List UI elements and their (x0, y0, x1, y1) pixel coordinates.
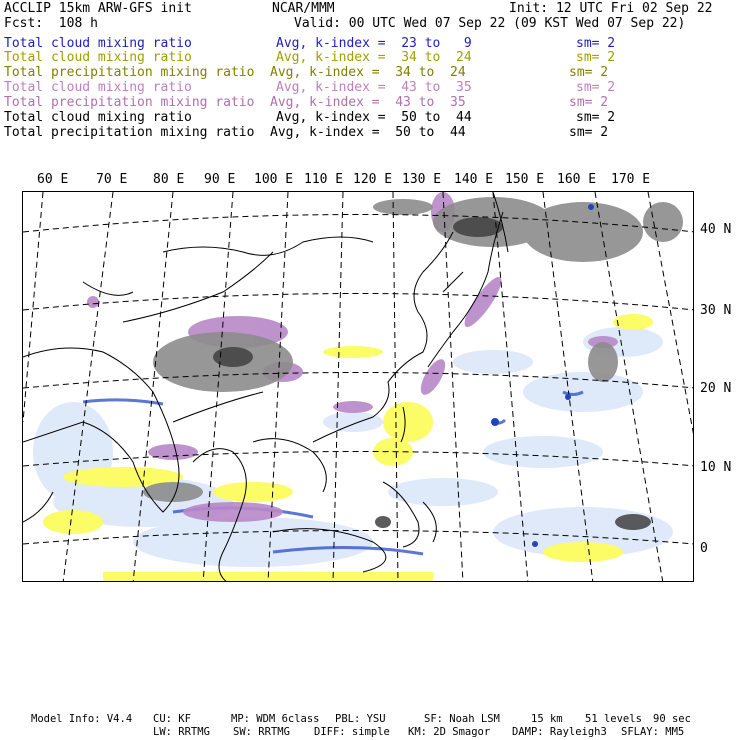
legend-sm-1: sm= 2 (576, 36, 616, 51)
legend-field-2: Total cloud mixing ratio (4, 50, 192, 65)
footer-cu: CU: KF (153, 713, 191, 725)
legend-avg-4: Avg, k-index = 43 to 35 (276, 80, 472, 95)
legend-avg-2: Avg, k-index = 34 to 24 (276, 50, 472, 65)
lat-label-40n: 40 N (700, 222, 732, 237)
legend-sm-5: sm= 2 (569, 95, 609, 110)
legend-sm-3: sm= 2 (569, 65, 609, 80)
lon-label-170e: 170 E (611, 172, 651, 187)
footer-timestep: 90 sec (653, 713, 691, 725)
legend-sm-6: sm= 2 (576, 110, 616, 125)
legend-field-6: Total cloud mixing ratio (4, 110, 192, 125)
lon-label-90e: 90 E (204, 172, 236, 187)
lon-label-130e: 130 E (402, 172, 442, 187)
lat-label-10n: 10 N (700, 460, 732, 475)
model-title: ACCLIP 15km ARW-GFS init (4, 1, 192, 16)
legend-field-5: Total precipitation mixing ratio (4, 95, 255, 110)
legend-sm-7: sm= 2 (569, 125, 609, 140)
footer-sf: SF: Noah LSM (424, 713, 500, 725)
map-panel (22, 191, 694, 582)
lat-label-30n: 30 N (700, 303, 732, 318)
footer-lw: LW: RRTMG (153, 726, 210, 738)
init-time: Init: 12 UTC Fri 02 Sep 22 (509, 1, 713, 16)
footer-mp: MP: WDM 6class (231, 713, 320, 725)
footer-levels: 51 levels (585, 713, 642, 725)
lon-label-60e: 60 E (37, 172, 69, 187)
lon-label-110e: 110 E (304, 172, 344, 187)
footer-sw: SW: RRTMG (233, 726, 290, 738)
lon-label-100e: 100 E (254, 172, 294, 187)
footer-pbl: PBL: YSU (335, 713, 386, 725)
lon-label-160e: 160 E (557, 172, 597, 187)
footer-resolution: 15 km (531, 713, 563, 725)
organization-label: NCAR/MMM (272, 1, 335, 16)
legend-field-1: Total cloud mixing ratio (4, 36, 192, 51)
legend-sm-2: sm= 2 (576, 50, 616, 65)
valid-time: Valid: 00 UTC Wed 07 Sep 22 (09 KST Wed 07 Sep 22) (294, 16, 686, 31)
lat-label-0: 0 (700, 541, 708, 556)
legend-field-3: Total precipitation mixing ratio (4, 65, 255, 80)
lon-label-70e: 70 E (96, 172, 128, 187)
lon-label-120e: 120 E (353, 172, 393, 187)
legend-avg-1: Avg, k-index = 23 to 9 (276, 36, 472, 51)
footer-km: KM: 2D Smagor (408, 726, 491, 738)
legend-avg-5: Avg, k-index = 43 to 35 (270, 95, 466, 110)
legend-sm-4: sm= 2 (576, 80, 616, 95)
legend-avg-6: Avg, k-index = 50 to 44 (276, 110, 472, 125)
legend-field-4: Total cloud mixing ratio (4, 80, 192, 95)
footer-model-info: Model Info: V4.4 (31, 713, 133, 725)
footer-diff: DIFF: simple (314, 726, 390, 738)
lon-label-140e: 140 E (454, 172, 494, 187)
lat-label-20n: 20 N (700, 381, 732, 396)
footer-damp: DAMP: Rayleigh3 (512, 726, 607, 738)
map-graphic (23, 192, 694, 582)
legend-avg-7: Avg, k-index = 50 to 44 (270, 125, 466, 140)
lon-label-150e: 150 E (505, 172, 545, 187)
forecast-hour: Fcst: 108 h (4, 16, 98, 31)
lon-label-80e: 80 E (153, 172, 185, 187)
legend-field-7: Total precipitation mixing ratio (4, 125, 255, 140)
footer-sflay: SFLAY: MM5 (621, 726, 685, 738)
legend-avg-3: Avg, k-index = 34 to 24 (270, 65, 466, 80)
